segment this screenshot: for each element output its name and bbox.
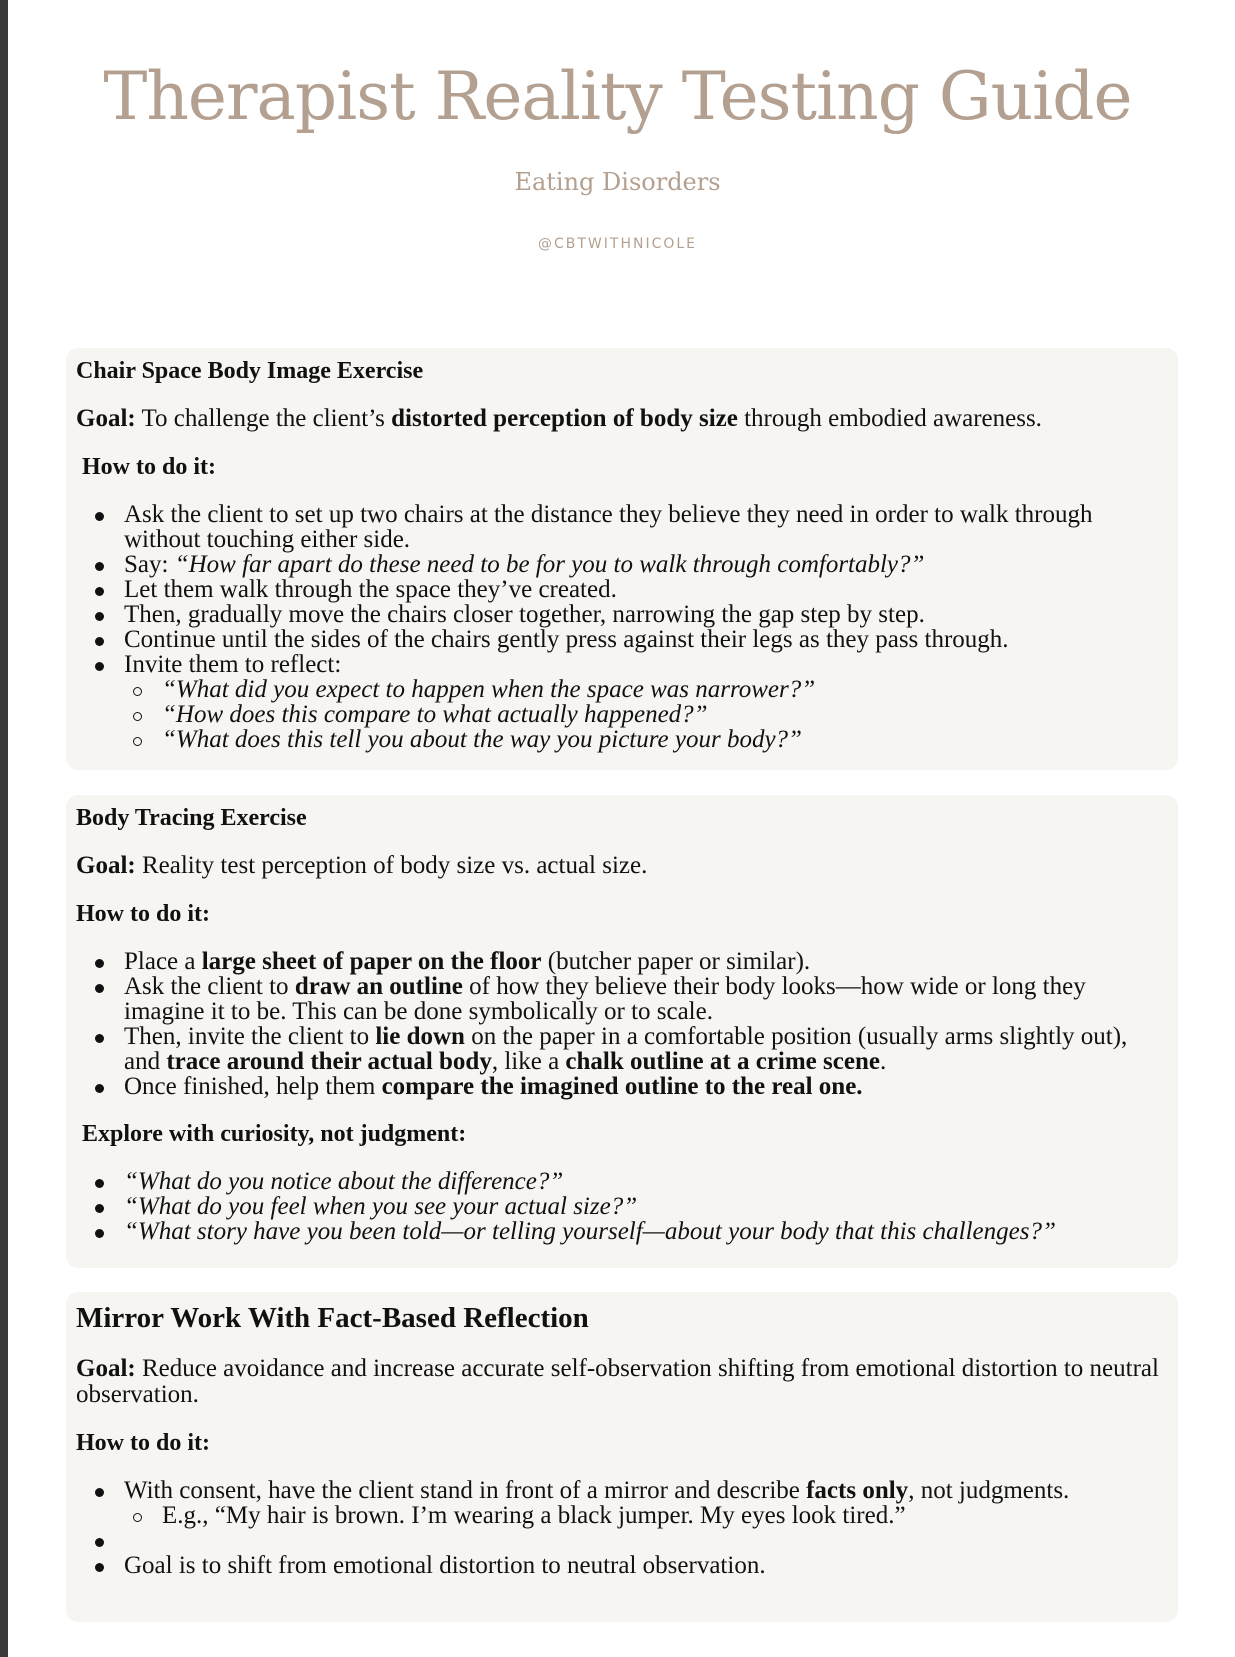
step-bold: trace around their actual body	[166, 1048, 492, 1075]
example-list	[124, 1503, 1168, 1528]
list-item: “How does this compare to what actually happened?”	[162, 702, 1168, 727]
howto-heading: How to do it:	[76, 901, 210, 927]
reflect-questions	[124, 677, 1168, 752]
step-text: Then, invite the client to	[124, 1023, 370, 1050]
step-bold: compare the imagined outline to the real one.	[381, 1073, 863, 1100]
step-text: on the paper in a comfortable position (usually arms slightly out), and	[124, 1023, 1128, 1075]
list-item: “What does this tell you about the way you picture your body?”	[162, 727, 1168, 752]
step-text: of how they believe their body looks—how wide or long they imagine it to be. This can be done symbolically or to scale.	[124, 973, 1086, 1025]
list-item	[124, 627, 1168, 652]
steps-list	[76, 1478, 1168, 1578]
goal-pre: To challenge the client’s	[141, 405, 385, 432]
goal-text	[76, 853, 1168, 879]
howto-heading: How to do it:	[82, 454, 216, 480]
list-item	[124, 502, 1168, 552]
list-item	[124, 652, 1168, 752]
page-title: Therapist Reality Testing Guide	[103, 58, 1132, 135]
step-text: Continue until the sides of the chairs gently press against their legs as they pass through.	[124, 626, 1009, 653]
section-title: Mirror Work With Fact-Based Reflection	[76, 1302, 589, 1334]
list-item	[124, 974, 1168, 1024]
goal-body: Reality test perception of body size vs. actual size.	[141, 852, 648, 879]
list-item: “What did you expect to happen when the space was narrower?”	[162, 677, 1168, 702]
step-text: Place a	[124, 948, 196, 975]
list-item	[124, 1074, 1168, 1099]
steps-list	[76, 949, 1168, 1099]
step-text: , not judgments.	[908, 1477, 1070, 1504]
list-item: Goal is to shift from emotional distortion to neutral observation.	[124, 1553, 1168, 1578]
step-text: .	[879, 1048, 887, 1075]
list-item	[124, 577, 1168, 602]
explore-heading: Explore with curiosity, not judgment:	[82, 1121, 467, 1147]
list-item	[124, 1024, 1168, 1074]
list-item	[124, 602, 1168, 627]
section-title: Body Tracing Exercise	[76, 805, 307, 831]
explore-list	[76, 1169, 1168, 1244]
step-text: Then, gradually move the chairs closer together, narrowing the gap step by step.	[124, 601, 925, 628]
step-text: Invite them to reflect:	[124, 651, 342, 678]
section-mirror-work	[66, 1292, 1178, 1622]
goal-bold: distorted perception of body size	[391, 405, 738, 432]
section-body-tracing	[66, 795, 1178, 1268]
goal-text	[76, 1356, 1168, 1408]
goal-label: Goal:	[76, 405, 136, 432]
say-quote: “How far apart do these need to be for you to walk through comfortably?”	[174, 551, 925, 578]
step-text: , like a	[491, 1048, 560, 1075]
steps-list	[76, 502, 1168, 752]
howto-heading: How to do it:	[76, 1430, 210, 1456]
list-item	[124, 949, 1168, 974]
list-item: E.g., “My hair is brown. I’m wearing a black jumper. My eyes look tired.”	[162, 1503, 1168, 1528]
list-item: “What do you feel when you see your actual size?”	[124, 1194, 1168, 1219]
step-text: (butcher paper or similar).	[547, 948, 811, 975]
step-text: Ask the client to set up two chairs at the distance they believe they need in order to walk through without touching either side.	[124, 501, 1093, 553]
say-prefix: Say:	[124, 551, 169, 578]
step-text: Let them walk through the space they’ve created.	[124, 576, 617, 603]
section-title: Chair Space Body Image Exercise	[76, 358, 424, 384]
step-bold: draw an outline	[294, 973, 463, 1000]
step-bold: facts only	[806, 1477, 909, 1504]
goal-label: Goal:	[76, 852, 136, 879]
page-subtitle: Eating Disorders	[514, 168, 721, 196]
goal-body: Reduce avoidance and increase accurate self-observation shifting from emotional distortion to neutral observation.	[76, 1355, 1159, 1408]
goal-text	[76, 406, 1168, 432]
step-bold: lie down	[375, 1023, 465, 1050]
author-handle: @CBTWITHNICOLE	[537, 236, 698, 252]
list-item-empty	[124, 1528, 1168, 1553]
goal-post: through embodied awareness.	[744, 405, 1042, 432]
step-bold: chalk outline at a crime scene	[565, 1048, 880, 1075]
list-item: “What do you notice about the difference?”	[124, 1169, 1168, 1194]
section-chair-space	[66, 348, 1178, 770]
list-item	[124, 552, 1168, 577]
step-text: Once finished, help them	[124, 1073, 376, 1100]
step-text: With consent, have the client stand in front of a mirror and describe	[124, 1477, 800, 1504]
list-item: “What story have you been told—or telling yourself—about your body that this challenges?”	[124, 1219, 1168, 1244]
list-item	[124, 1478, 1168, 1528]
goal-label: Goal:	[76, 1355, 136, 1382]
step-text: Ask the client to	[124, 973, 289, 1000]
step-bold: large sheet of paper on the floor	[201, 948, 542, 975]
